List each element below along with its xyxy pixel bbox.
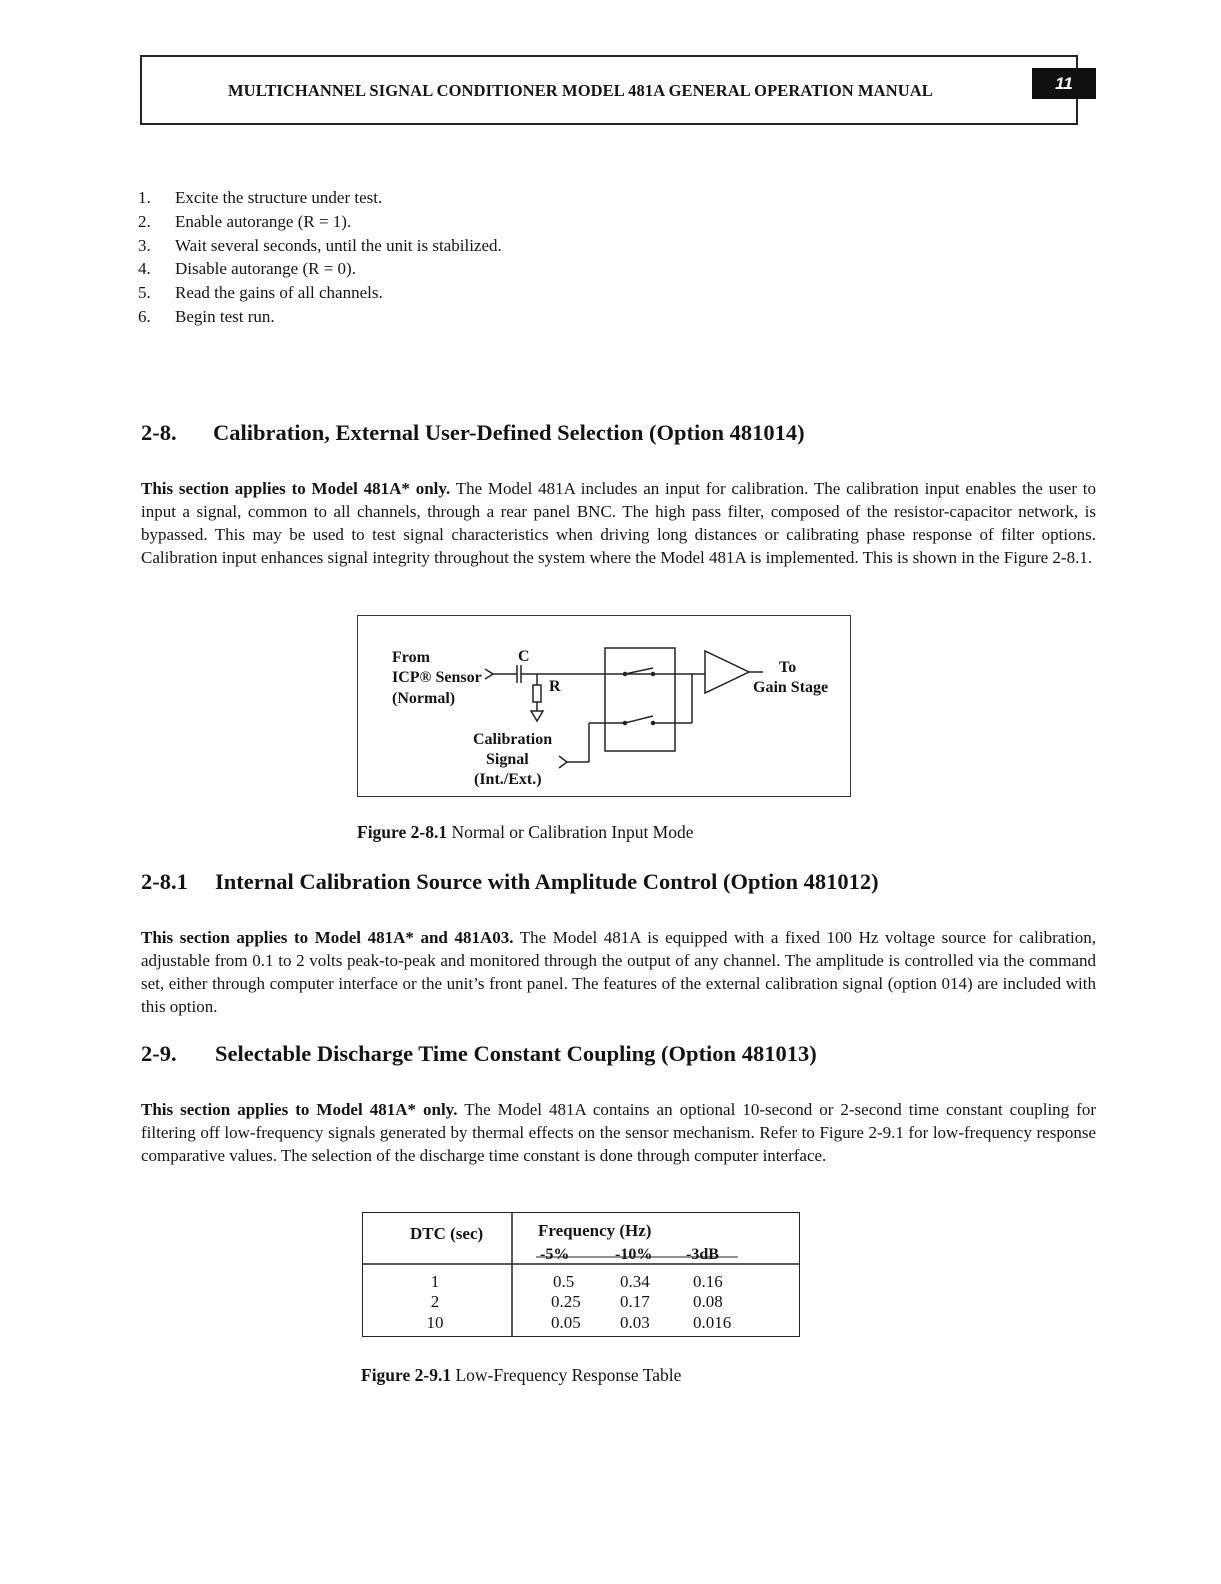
- int-ext-label: (Int./Ext.): [474, 771, 542, 788]
- from-sensor-label: ICP® Sensor: [392, 669, 482, 686]
- caption-text: Normal or Calibration Input Mode: [447, 822, 694, 842]
- step-number: 6.: [138, 306, 151, 326]
- table-subheader: -5%: [540, 1246, 570, 1263]
- to-label: To: [779, 659, 797, 676]
- switch-icon: [625, 716, 653, 723]
- applies-note: This section applies to Model 481A* only.: [141, 1100, 458, 1119]
- table-cell: 0.03: [620, 1313, 650, 1332]
- table-cell: 0.08: [693, 1292, 723, 1311]
- section-2-8-1-paragraph: [141, 926, 1096, 1018]
- caption-label: Figure 2-8.1: [357, 822, 448, 842]
- resistor-icon: [533, 685, 541, 702]
- section-2-8-paragraph: [141, 477, 1096, 569]
- section-heading-2-8-1: [141, 869, 879, 895]
- section-title: Calibration, External User-Defined Selection (Option 481014): [213, 420, 805, 445]
- list-item: [138, 257, 502, 281]
- table-cell: 0.5: [553, 1272, 575, 1291]
- section-number: 2-9.: [141, 1041, 177, 1066]
- signal-label: Signal: [486, 751, 529, 768]
- table-cell: 10: [426, 1313, 444, 1332]
- bypass-box: [605, 648, 675, 751]
- switch-icon: [625, 668, 653, 674]
- gain-stage-label: Gain Stage: [753, 679, 829, 696]
- table-cell: 0.016: [693, 1313, 732, 1332]
- caption-label: Figure 2-9.1: [361, 1365, 452, 1385]
- calibration-connector-icon: [559, 756, 567, 768]
- table-cell: 1: [430, 1272, 440, 1291]
- from-label: From: [392, 649, 430, 666]
- figure-2-8-1-caption: [357, 822, 694, 843]
- calibration-label: Calibration: [473, 731, 553, 748]
- table-cell: 0.05: [551, 1313, 581, 1332]
- capacitor-label: C: [518, 648, 530, 665]
- section-number: 2-8.1: [141, 869, 188, 894]
- step-text: Begin test run.: [175, 306, 275, 326]
- procedure-steps: [138, 186, 502, 329]
- step-text: Excite the structure under test.: [175, 188, 383, 207]
- body-text: The Model 481A includes an input for calibration. The calibration input enables the user to input a signal, common to all channels, through a rear panel BNC. The high pass filter, composed of the resistor-capacitor network, is bypassed. This may be used to test signal characteristics when driving long distances or calibrating phase response of filter options. Calibration input enhances signal integrity throughout the system where the Model 481A is implemented. This is shown in the Figure 2-8.1.: [141, 479, 1097, 567]
- section-title: Internal Calibration Source with Amplitude Control (Option 481012): [215, 869, 879, 894]
- figure-2-9-1-caption: [361, 1365, 681, 1386]
- step-number: 2.: [138, 211, 151, 231]
- page-number-tab: 11: [1032, 68, 1096, 99]
- step-number: 3.: [138, 235, 151, 255]
- section-title: Selectable Discharge Time Constant Coupling (Option 481013): [215, 1041, 817, 1066]
- step-text: Read the gains of all channels.: [175, 283, 383, 303]
- table-cell: 2: [430, 1292, 440, 1311]
- table-cell: 0.25: [551, 1292, 581, 1311]
- caption-text: Low-Frequency Response Table: [451, 1365, 682, 1385]
- table-header-frequency: Frequency (Hz): [538, 1221, 652, 1240]
- body-text: The Model 481A contains an optional 10-second or 2-second time constant coupling for filtering off low-frequency signals generated by thermal effects on the sensor mechanism. Refer to Figure 2-9.1 for low-frequency response comparative values. The selection of the discharge time constant is done through computer interface.: [141, 1100, 1097, 1165]
- applies-note: This section applies to Model 481A* and 481A03.: [141, 928, 514, 947]
- step-text: Disable autorange (R = 0).: [175, 259, 356, 279]
- section-heading-2-8: [141, 420, 805, 446]
- step-text: Wait several seconds, until the unit is stabilized.: [175, 235, 502, 255]
- table-cell: 0.16: [693, 1272, 723, 1291]
- step-number: 5.: [138, 283, 151, 303]
- body-text: The Model 481A is equipped with a fixed 100 Hz voltage source for calibration, adjustable from 0.1 to 2 volts peak-to-peak and monitored through the output of any channel. The amplitude is controlled via the command set, either through computer interface or the unit’s front panel. The features of the external calibration signal (option 014) are included with this option.: [141, 928, 1096, 1016]
- resistor-label: R: [549, 678, 561, 695]
- section-number: 2-8.: [141, 420, 177, 445]
- input-connector-icon: [485, 669, 493, 679]
- list-item: [138, 305, 502, 329]
- list-item: [138, 234, 502, 258]
- table-cell: 0.34: [620, 1272, 650, 1291]
- table-cell: 0.17: [620, 1292, 650, 1311]
- header-title: MULTICHANNEL SIGNAL CONDITIONER MODEL 481A GENERAL OPERATION MANUAL: [228, 81, 933, 100]
- list-item: [138, 210, 502, 234]
- table-subheader: -10%: [615, 1246, 653, 1263]
- list-item: [138, 281, 502, 305]
- ground-icon: [531, 711, 543, 721]
- list-item: [138, 186, 502, 210]
- step-number: 1.: [138, 188, 151, 207]
- table-subheader: -3dB: [686, 1246, 719, 1263]
- amplifier-icon: [705, 651, 749, 693]
- step-text: Enable autorange (R = 1).: [175, 211, 352, 231]
- section-heading-2-9: [141, 1041, 817, 1067]
- step-number: 4.: [138, 259, 151, 279]
- from-mode-label: (Normal): [392, 690, 456, 707]
- applies-note: This section applies to Model 481A* only.: [141, 479, 451, 498]
- table-header-dtc: DTC (sec): [410, 1224, 484, 1243]
- section-2-9-paragraph: [141, 1098, 1096, 1167]
